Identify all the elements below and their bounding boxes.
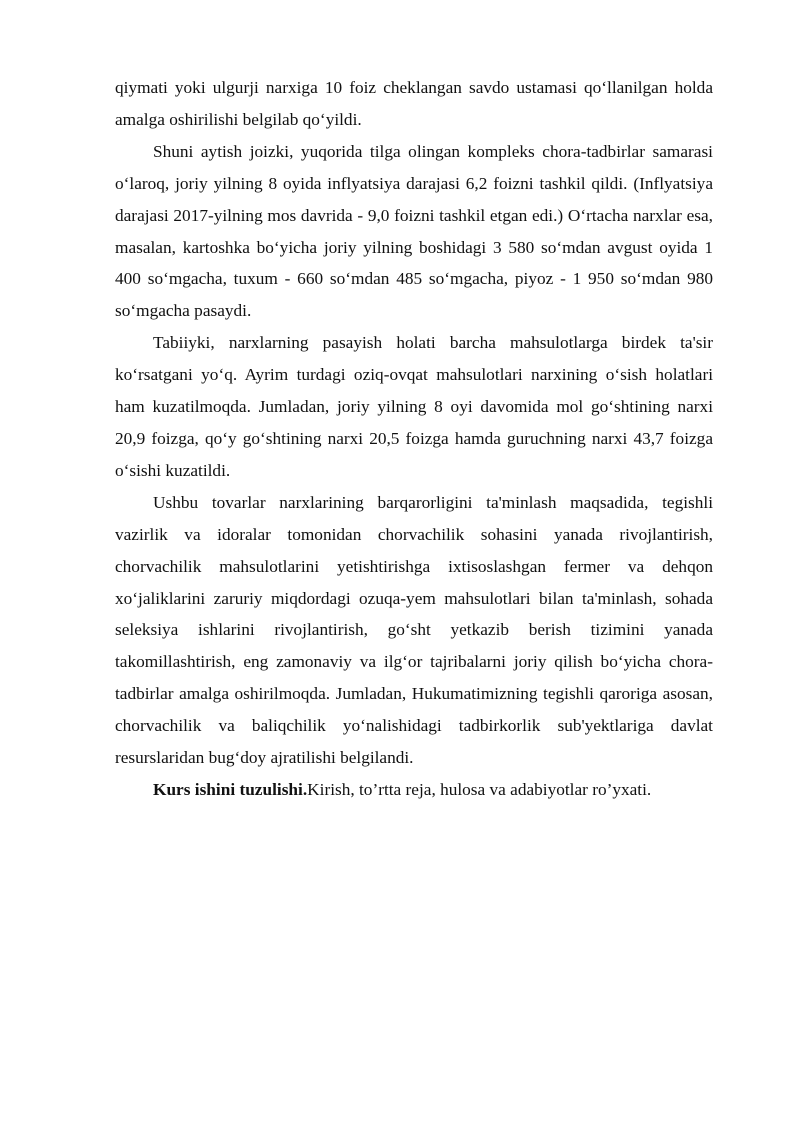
paragraph-price-growth: Tabiiyki, narxlarning pasayish holati barcha mahsulotlarga birdek ta'sir ko‘rsatgani yo‘q. Ayrim turdagi oziq-ovqat mahsulotlari narxining o‘sish holatlari ham kuzatilmoqda. Jumladan, joriy yilning 8 oyi davomida mol go‘shtining narxi 20,9 foizga, qo‘y go‘shtining narxi 20,5 foizga hamda guruchning narxi 43,7 foizga o‘sishi kuzatildi. bbox=[115, 333, 713, 480]
paragraph-inflation: Shuni aytish joizki, yuqorida tilga olingan kompleks chora-tadbirlar samarasi o‘laroq, joriy yilning 8 oyida inflyatsiya darajasi 6,2 foizni tashkil qildi. (Inflyatsiya darajasi 2017-yilning mos davrida - 9,0 foizni tashkil etgan edi.) O‘rtacha narxlar esa, masalan, kartoshka bo‘yicha joriy yilning boshidagi 3 580 so‘mdan avgust oyida 1 400 so‘mgacha, tuxum - 660 so‘mdan 485 so‘mgacha, piyoz - 1 950 so‘mdan 980 so‘mgacha pasaydi. bbox=[115, 141, 713, 321]
structure-heading: Kurs ishini tuzulishi. bbox=[153, 779, 308, 799]
structure-text: Kirish, to’rtta reja, hulosa va adabiyotlar ro’yxati. bbox=[307, 779, 652, 799]
document-page bbox=[115, 72, 713, 806]
paragraph-measures: Ushbu tovarlar narxlarining barqarorligini ta'minlash maqsadida, tegishli vazirlik va idoralar tomonidan chorvachilik sohasini yanada rivojlantirish, chorvachilik mahsulotlarini yetishtirishga ixtisoslashgan fermer va dehqon xo‘jaliklarini zaruriy miqdordagi ozuqa-yem mahsulotlari bilan ta'minlash, sohada seleksiya ishlarini rivojlantirish, go‘sht yetkazib berish tizimini yanada takomillashtirish, eng zamonaviy va ilg‘or tajribalarni joriy qilish bo‘yicha chora-tadbirlar amalga oshirilmoqda. Jumladan, Hukumatimizning tegishli qaroriga asosan, chorvachilik va baliqchilik yo‘nalishidagi tadbirkorlik sub'yektlariga davlat resurslaridan bug‘doy ajratilishi belgilandi. bbox=[115, 492, 713, 768]
paragraph-continuation: qiymati yoki ulgurji narxiga 10 foiz cheklangan savdo ustamasi qo‘llanilgan holda amalga oshirilishi belgilab qo‘yildi. bbox=[115, 78, 713, 129]
paragraph-structure bbox=[115, 774, 713, 806]
